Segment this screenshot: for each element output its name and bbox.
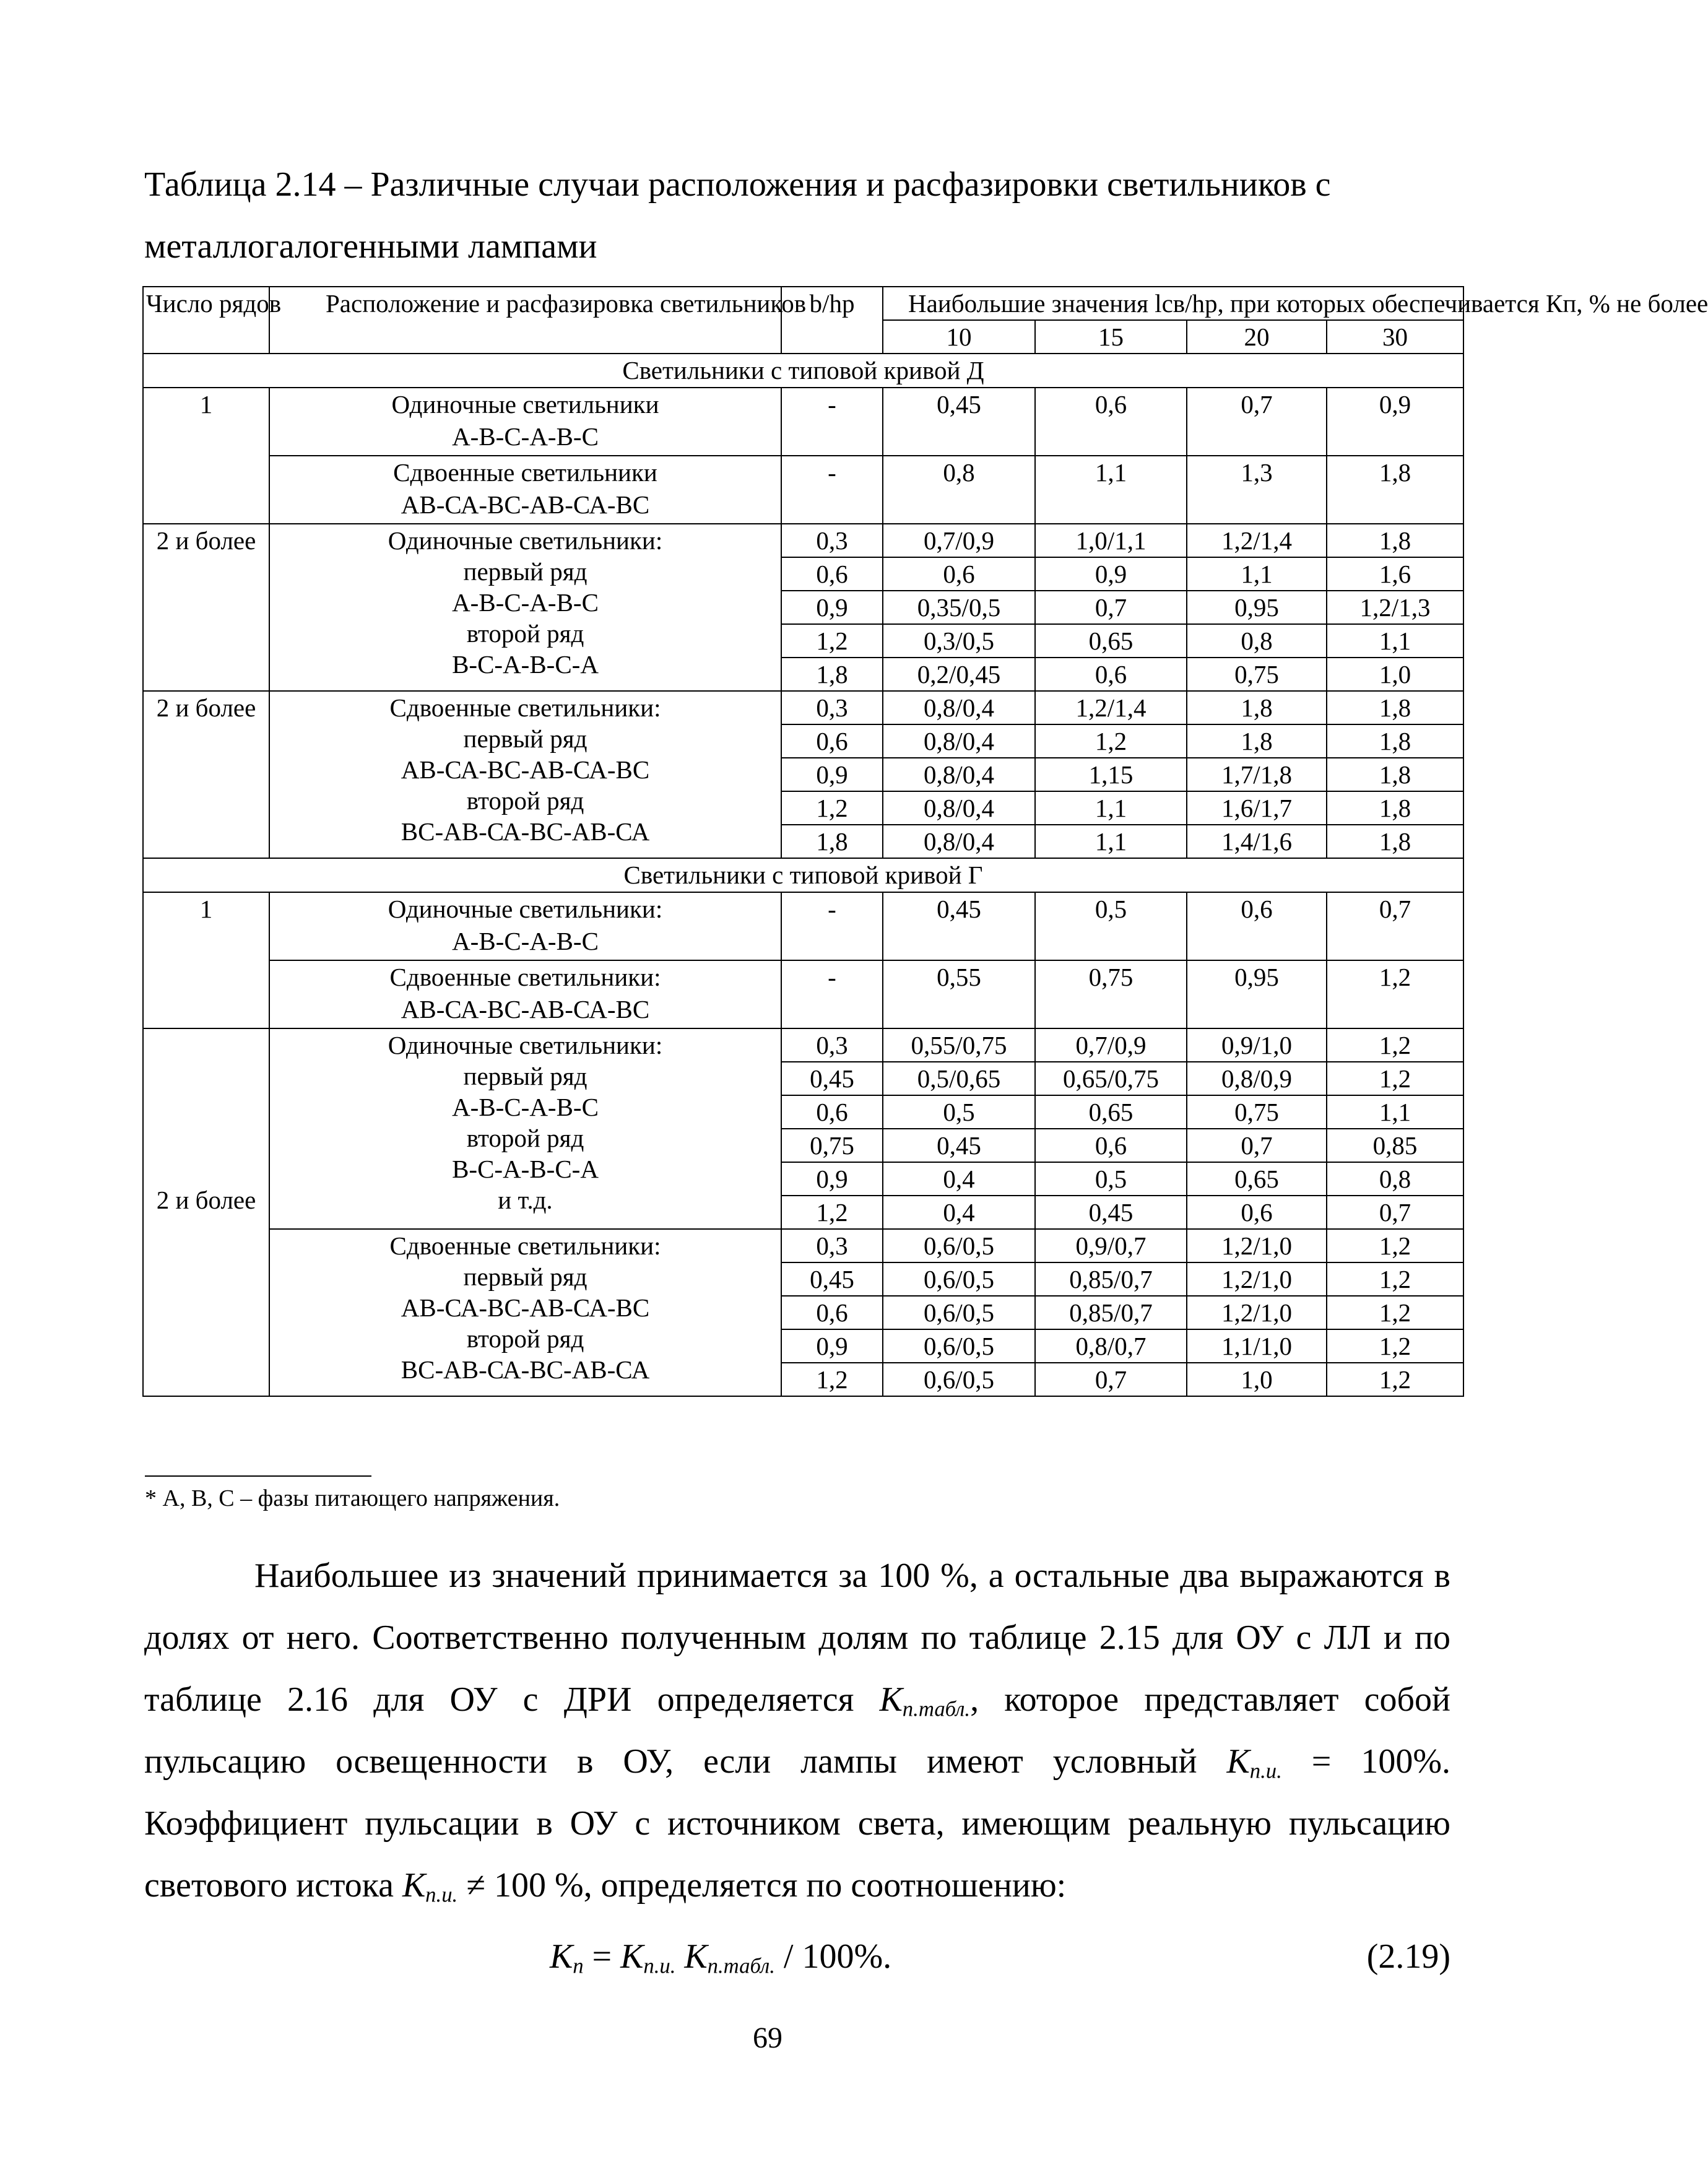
value-cell: 0,6/0,5 [883, 1296, 1035, 1329]
value-cell: 1,15 [1035, 758, 1187, 791]
table-row [143, 1229, 1463, 1262]
value-cell: 1,6 [1327, 557, 1463, 591]
section-row [143, 354, 1463, 388]
value-cell: 0,3 [781, 1229, 883, 1262]
arrangement-line: Одиночные светильники: [388, 526, 663, 555]
footnote: * А, В, С – фазы питающего напряжения. [145, 1485, 560, 1511]
value-cell: 1,2 [1327, 1229, 1463, 1262]
value-cell: 0,8/0,4 [883, 758, 1035, 791]
arrangement-line: второй ряд [466, 786, 584, 815]
value-cell: 0,6 [781, 1296, 883, 1329]
value-cell: 0,95 [1187, 591, 1327, 624]
value-cell: 0,7 [1327, 892, 1463, 960]
value-cell: 0,7 [1035, 591, 1187, 624]
arrangement-line: первый ряд [463, 1062, 587, 1090]
value-cell: 0,3 [781, 1028, 883, 1062]
header-arrangement: Расположение и расфазировка светильников [269, 287, 781, 354]
luminaire-table [142, 286, 1708, 1397]
formula-2-19 [144, 1926, 1450, 1987]
body-paragraph: Наибольшее из значений принимается за 100 %, а остальные два выражаются в долях от него. Соответственно полученным долям по таблице 2.15 для ОУ с ЛЛ и по таблице 2.16 для ОУ с ДРИ определяется $К_{п.табл.}$, которое представляет собой пульсацию освещенности в ОУ, если лампы имеют условный $К_{п.и.} = 100\%$. Коэффициент пульсации в ОУ с источником света, имеющим реальную пульсацию светового истока $К_{п.и.} \ne 100$ %, определяется по соотношению: [144, 1557, 1450, 1907]
value-cell: 0,6 [883, 557, 1035, 591]
value-cell: 1,1 [1035, 456, 1187, 524]
value-cell: 1,2/1,4 [1035, 691, 1187, 724]
value-cell: 0,75 [1187, 1095, 1327, 1129]
value-cell: 0,4 [883, 1196, 1035, 1229]
value-cell: 1,8 [1327, 724, 1463, 758]
caption-line-1: Таблица 2.14 – Различные случаи расположения и расфазировки светильников с [144, 165, 1331, 204]
value-cell: 0,6 [781, 557, 883, 591]
value-cell: 1,6/1,7 [1187, 791, 1327, 825]
value-cell: 0,9/0,7 [1035, 1229, 1187, 1262]
value-cell: 1,2 [1327, 1363, 1463, 1396]
value-cell: 0,7/0,9 [1035, 1028, 1187, 1062]
arrangement-cell: Одиночные светильники: А-В-С-А-В-С [269, 892, 781, 960]
value-cell: 1,0 [1187, 1363, 1327, 1396]
g-multi-group [143, 1028, 1463, 1396]
value-cell: 0,75 [781, 1129, 883, 1162]
value-cell: 0,5 [1035, 1162, 1187, 1196]
value-cell: 0,9 [781, 591, 883, 624]
value-cell: 0,9 [781, 758, 883, 791]
value-cell: 0,95 [1187, 960, 1327, 1028]
arrangement-cell: Сдвоенные светильники: АВ-СА-ВС-АВ-СА-ВС [269, 960, 781, 1028]
header-kp-15: 15 [1035, 320, 1187, 354]
value-cell: 1,3 [1187, 456, 1327, 524]
rows-count-cell: 1 [143, 892, 269, 1028]
value-cell: 0,3/0,5 [883, 624, 1035, 658]
value-cell: 0,5 [883, 1095, 1035, 1129]
header-kp-20: 20 [1187, 320, 1327, 354]
value-cell: 0,45 [781, 1062, 883, 1095]
formula-expression: $К_п = К_{п.и.}$ $К_{п.табл.} / 100\%$. [550, 1937, 892, 1978]
value-cell: 0,8/0,4 [883, 724, 1035, 758]
value-cell: 1,1 [1187, 557, 1327, 591]
header-bhp: b/hp [781, 287, 883, 354]
value-cell: 0,85 [1327, 1129, 1463, 1162]
value-cell: 0,65 [1035, 1095, 1187, 1129]
value-cell: 1,2/1,0 [1187, 1296, 1327, 1329]
arrangement-line: ВС-АВ-СА-ВС-АВ-СА [401, 1355, 650, 1384]
value-cell: 0,9 [1327, 388, 1463, 456]
value-cell: 0,8 [883, 456, 1035, 524]
value-cell: 1,1 [1327, 624, 1463, 658]
value-cell: 1,1/1,0 [1187, 1329, 1327, 1363]
value-cell: 0,45 [883, 388, 1035, 456]
value-cell: 0,3 [781, 524, 883, 557]
value-cell: 0,8/0,4 [883, 825, 1035, 858]
arrangement-line: Одиночные светильники: [388, 1031, 663, 1059]
arrangement-line: АВ-СА-ВС-АВ-СА-ВС [401, 755, 650, 784]
value-cell: 0,8/0,7 [1035, 1329, 1187, 1363]
value-cell: 1,2 [1327, 1028, 1463, 1062]
value-cell: 0,45 [1035, 1196, 1187, 1229]
table-row [143, 892, 1463, 960]
value-cell: 0,4 [883, 1162, 1035, 1196]
value-cell: 0,6/0,5 [883, 1229, 1035, 1262]
value-cell: 0,6/0,5 [883, 1329, 1035, 1363]
value-cell: 0,7 [1035, 1363, 1187, 1396]
value-cell: 1,1 [1035, 825, 1187, 858]
value-cell: 1,4/1,6 [1187, 825, 1327, 858]
value-cell: 0,65 [1035, 624, 1187, 658]
arrangement-cell [269, 524, 781, 691]
table-row [143, 388, 1463, 456]
arrangement-line: первый ряд [463, 557, 587, 586]
value-cell: 0,75 [1187, 658, 1327, 691]
value-cell: 1,2 [781, 1363, 883, 1396]
value-cell: 0,9 [781, 1162, 883, 1196]
table-row [143, 456, 1463, 524]
value-cell: 0,6 [1187, 1196, 1327, 1229]
arrangement-cell: Сдвоенные светильники АВ-СА-ВС-АВ-СА-ВС [269, 456, 781, 524]
header-kp-30: 30 [1327, 320, 1463, 354]
value-cell: 0,2/0,45 [883, 658, 1035, 691]
value-cell: 1,2/1,0 [1187, 1229, 1327, 1262]
value-cell: 0,55 [883, 960, 1035, 1028]
arrangement-line: АВ-СА-ВС-АВ-СА-ВС [401, 1293, 650, 1322]
value-cell: 0,35/0,5 [883, 591, 1035, 624]
value-cell: - [781, 892, 883, 960]
value-cell: 0,7 [1187, 388, 1327, 456]
header-kp-10: 10 [883, 320, 1035, 354]
value-cell: 0,7 [1187, 1129, 1327, 1162]
d-double-multi-group [143, 691, 1463, 858]
value-cell: 0,85/0,7 [1035, 1262, 1187, 1296]
arrangement-line: второй ряд [466, 1324, 584, 1353]
value-cell: - [781, 388, 883, 456]
value-cell: 0,8 [1327, 1162, 1463, 1196]
value-cell: 1,0/1,1 [1035, 524, 1187, 557]
value-cell: 0,45 [883, 1129, 1035, 1162]
caption-line-2: металлогалогенными лампами [144, 227, 597, 266]
arrangement-cell [269, 1028, 781, 1229]
k-symbol: $К_{п.и.}$ [1226, 1742, 1282, 1783]
value-cell: 1,2 [1327, 1329, 1463, 1363]
arrangement-line: второй ряд [466, 619, 584, 648]
arrangement-line: А-В-С-А-В-С [452, 1093, 599, 1121]
value-cell: 0,5/0,65 [883, 1062, 1035, 1095]
value-cell: 0,6 [1035, 1129, 1187, 1162]
arrangement-line: Сдвоенные светильники: [389, 693, 661, 722]
value-cell: 1,2 [781, 791, 883, 825]
value-cell: 0,8/0,4 [883, 691, 1035, 724]
value-cell: 1,2 [1327, 960, 1463, 1028]
value-cell: 1,8 [1327, 791, 1463, 825]
value-cell: 0,7/0,9 [883, 524, 1035, 557]
value-cell: 1,1 [1035, 791, 1187, 825]
value-cell: 1,0 [1327, 658, 1463, 691]
table-caption [144, 154, 1450, 277]
value-cell: 1,2 [1035, 724, 1187, 758]
value-cell: 0,8 [1187, 624, 1327, 658]
value-cell: 0,9/1,0 [1187, 1028, 1327, 1062]
value-cell: 0,5 [1035, 892, 1187, 960]
value-cell: 1,8 [1327, 524, 1463, 557]
value-cell: 0,8/0,4 [883, 791, 1035, 825]
arrangement-line: ВС-АВ-СА-ВС-АВ-СА [401, 817, 650, 846]
value-cell: 1,8 [781, 825, 883, 858]
arrangement-line: В-С-А-В-С-А [452, 650, 599, 679]
arrangement-line: первый ряд [463, 1262, 587, 1291]
header-max-values: Наибольшие значения lсв/hp, при которых обеспечивается Кп, % не более [883, 287, 1463, 320]
arrangement-cell [269, 691, 781, 858]
section-row [143, 858, 1463, 892]
value-cell: 1,2 [1327, 1296, 1463, 1329]
value-cell: 0,6 [1035, 388, 1187, 456]
value-cell: 0,6 [1035, 658, 1187, 691]
table-row [143, 524, 1463, 557]
value-cell: 1,8 [1187, 724, 1327, 758]
value-cell: 0,7 [1327, 1196, 1463, 1229]
value-cell: - [781, 456, 883, 524]
section-curve-d: Светильники с типовой кривой Д [143, 354, 1463, 388]
arrangement-line: второй ряд [466, 1124, 584, 1152]
value-cell: 0,65 [1187, 1162, 1327, 1196]
value-cell: 0,3 [781, 691, 883, 724]
value-cell: 1,2/1,3 [1327, 591, 1463, 624]
arrangement-line: В-С-А-В-С-А [452, 1155, 599, 1183]
formula-number: (2.19) [1366, 1937, 1450, 1976]
value-cell: 0,6/0,5 [883, 1262, 1035, 1296]
value-cell: 1,8 [1327, 691, 1463, 724]
value-cell: 0,45 [781, 1262, 883, 1296]
value-cell: 0,65/0,75 [1035, 1062, 1187, 1095]
value-cell: 0,45 [883, 892, 1035, 960]
d-single-multi-group [143, 524, 1463, 691]
value-cell: 0,8/0,9 [1187, 1062, 1327, 1095]
value-cell: 0,9 [1035, 557, 1187, 591]
arrangement-line: А-В-С-А-В-С [452, 588, 599, 617]
value-cell: 1,8 [1327, 456, 1463, 524]
value-cell: 1,2 [1327, 1062, 1463, 1095]
value-cell: 1,1 [1327, 1095, 1463, 1129]
value-cell: 1,2 [781, 1196, 883, 1229]
arrangement-line: Сдвоенные светильники: [389, 1232, 661, 1260]
page-number: 69 [753, 2022, 782, 2054]
header-row [143, 287, 1463, 320]
value-cell: 0,75 [1035, 960, 1187, 1028]
rows-count-cell: 1 [143, 388, 269, 524]
value-cell: 1,8 [1327, 758, 1463, 791]
value-cell: - [781, 960, 883, 1028]
table-row [143, 1028, 1463, 1062]
value-cell: 0,6/0,5 [883, 1363, 1035, 1396]
value-cell: 1,2/1,0 [1187, 1262, 1327, 1296]
table-row [143, 960, 1463, 1028]
arrangement-line: первый ряд [463, 724, 587, 753]
rows-count-cell: 2 и более [143, 691, 269, 858]
arrangement-cell: Одиночные светильники А-В-С-А-В-С [269, 388, 781, 456]
value-cell: 0,6 [781, 724, 883, 758]
header-rows-count: Число рядов [143, 287, 269, 354]
arrangement-cell [269, 1229, 781, 1396]
section-curve-g: Светильники с типовой кривой Г [143, 858, 1463, 892]
value-cell: 1,2/1,4 [1187, 524, 1327, 557]
rows-count-cell: 2 и более [143, 524, 269, 691]
value-cell: 0,55/0,75 [883, 1028, 1035, 1062]
footnote-separator [145, 1475, 371, 1477]
rows-count-cell: 2 и более [143, 1028, 269, 1396]
k-symbol: $К_{п.табл.}$ [879, 1680, 971, 1721]
value-cell: 1,8 [781, 658, 883, 691]
value-cell: 0,9 [781, 1329, 883, 1363]
value-cell: 1,7/1,8 [1187, 758, 1327, 791]
value-cell: 0,6 [1187, 892, 1327, 960]
value-cell: 0,85/0,7 [1035, 1296, 1187, 1329]
value-cell: 1,8 [1327, 825, 1463, 858]
table-row [143, 691, 1463, 724]
arrangement-line: и т.д. [498, 1186, 553, 1214]
k-symbol: $К_{п.и.}$ [402, 1866, 458, 1907]
value-cell: 1,2 [781, 624, 883, 658]
value-cell: 1,2 [1327, 1262, 1463, 1296]
value-cell: 0,6 [781, 1095, 883, 1129]
value-cell: 1,8 [1187, 691, 1327, 724]
